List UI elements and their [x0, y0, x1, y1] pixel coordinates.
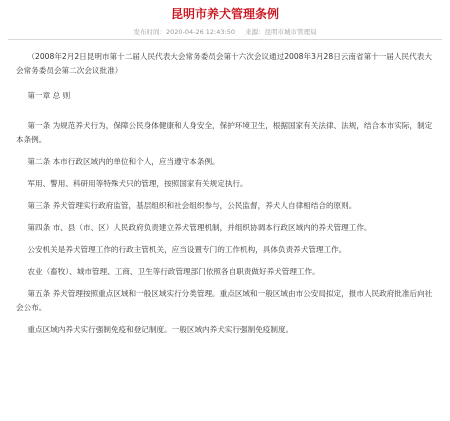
article-body — [16, 50, 436, 345]
article-paragraph: 公安机关是养犬管理工作的行政主管机关，应当设置专门的工作机构，具体负责养犬管理工作。 — [27, 245, 347, 254]
article-paragraph: 农业（畜牧）、城市管理、工商、卫生等行政管理部门依照各自职责做好养犬管理工作。 — [27, 267, 320, 276]
article-title: 昆明市养犬管理条例 — [170, 7, 279, 21]
title-divider — [8, 39, 442, 40]
article-paragraph: 第三条 养犬管理实行政府监管，基层组织和社会组织参与，公民监督，养犬人自律相结合的原则。 — [27, 201, 357, 210]
article-paragraph: 第一条 为规范养犬行为，保障公民身体健康和人身安全，保护环境卫生，根据国家有关法律、法规，结合本市实际，制定本条例。 — [16, 121, 433, 144]
approval-note: （2008年2月2日昆明市第十二届人民代表大会常务委员会第十六次会议通过2008年3月28日云南省第十一届人民代表大会常务委员会第二次会议批准） — [16, 52, 432, 75]
article-source: 来源：昆明市城市管理局 — [245, 28, 317, 36]
chapter-heading: 第一章 总 则 — [27, 91, 71, 100]
article-paragraph: 第二条 本市行政区域内的单位和个人，应当遵守本条例。 — [27, 157, 220, 166]
article-paragraph: 第四条 市、县（市、区）人民政府负责建立养犬管理机制，并组织协调本行政区域内的养犬管理工作。 — [27, 223, 372, 232]
article-meta — [0, 28, 450, 37]
article-paragraph: 重点区域内养犬实行强制免疫和登记制度。一般区域内养犬实行强制免疫制度。 — [27, 325, 294, 334]
article-paragraph: 军用、警用、科研用等特殊犬只的管理，按照国家有关规定执行。 — [27, 179, 248, 188]
article-paragraph: 第五条 养犬管理按照重点区域和一般区域实行分类管理。重点区域和一般区域由市公安局拟定，报市人民政府批准后向社会公布。 — [16, 289, 433, 312]
publish-time: 发布时间：2020-04-26 12:43:50 — [133, 28, 235, 36]
